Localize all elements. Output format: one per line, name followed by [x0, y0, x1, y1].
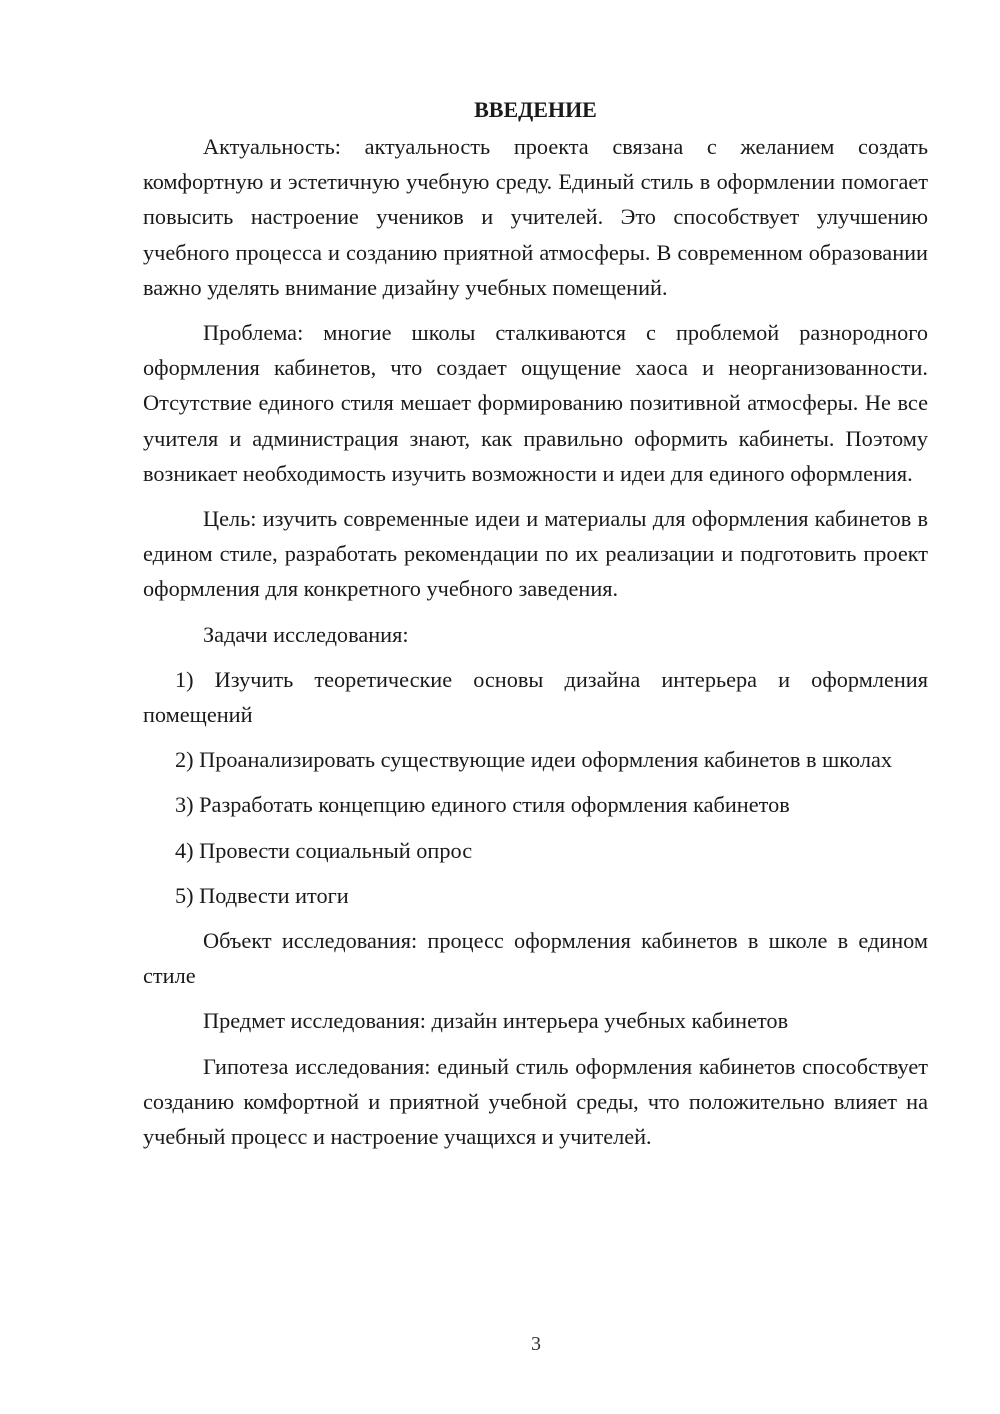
section-title: ВВЕДЕНИЕ — [474, 97, 597, 122]
problem-paragraph: Проблема: многие школы сталкиваются с проблемой разнородного оформления кабинетов, что создает ощущение хаоса и неорганизованности. Отсутствие единого стиля мешает формированию позитивной атмосферы. Не все учителя и администрация знают, как правильно оформить кабинеты. Поэтому возникает необходимость изучить возможности и идеи для единого оформления. — [143, 320, 928, 486]
object-paragraph: Объект исследования: процесс оформления кабинетов в школе в едином стиле — [143, 928, 928, 989]
subject-paragraph: Предмет исследования: дизайн интерьера учебных кабинетов — [203, 1008, 789, 1034]
tasks-heading: Задачи исследования: — [203, 621, 409, 647]
task-item: 2) Проанализировать существующие идеи оформления кабинетов в школах — [175, 747, 893, 773]
document-page — [143, 92, 928, 1164]
task-item: 4) Провести социальный опрос — [175, 837, 473, 863]
hypothesis-paragraph: Гипотеза исследования: единый стиль оформления кабинетов способствует созданию комфортной и приятной учебной среды, что положительно влияет на учебный процесс и настроение учащихся и учителей. — [143, 1053, 928, 1150]
task-item: 1) Изучить теоретические основы дизайна интерьера и оформления помещений — [143, 666, 928, 728]
task-item: 5) Подвести итоги — [175, 882, 349, 908]
task-item: 3) Разработать концепцию единого стиля оформления кабинетов — [175, 792, 790, 818]
page-number: 3 — [531, 1333, 541, 1355]
goal-paragraph: Цель: изучить современные идеи и материалы для оформления кабинетов в едином стиле, разработать рекомендации по их реализации и подготовить проект оформления для конкретного учебного заведения. — [143, 506, 928, 602]
relevance-paragraph: Актуальность: актуальность проекта связана с желанием создать комфортную и эстетичную учебную среду. Единый стиль в оформлении помогает повысить настроение учеников и учителей. Это способствует улучшению учебного процесса и созданию приятной атмосферы. В современном образовании важно уделять внимание дизайну учебных помещений. — [143, 134, 928, 300]
